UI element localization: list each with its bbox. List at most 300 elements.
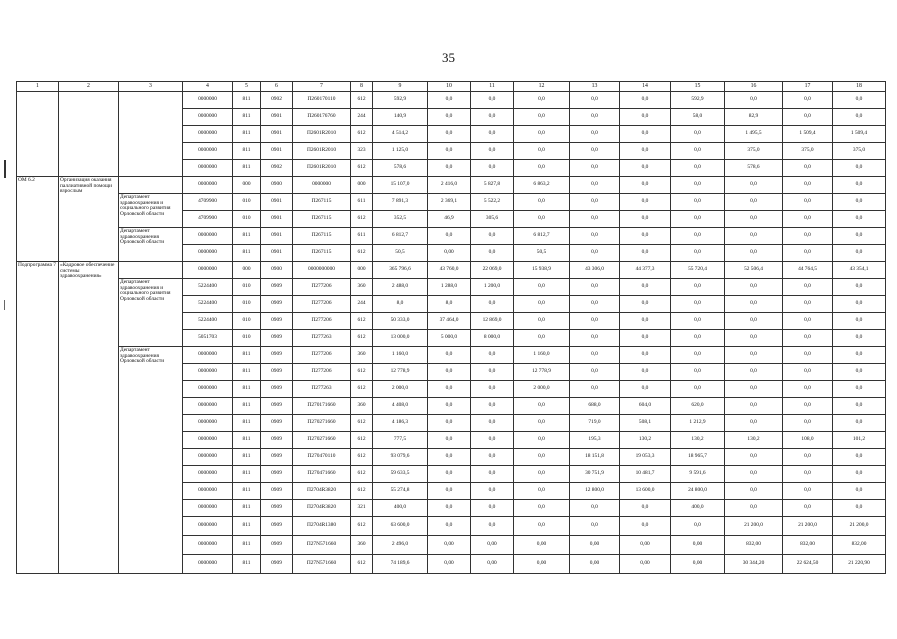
- value-cell: 0,0: [620, 177, 671, 194]
- value-cell: 0000000: [183, 466, 233, 483]
- value-cell: 0,0: [671, 126, 725, 143]
- value-cell: 0,0: [620, 109, 671, 126]
- value-cell: 5051703: [183, 330, 233, 347]
- value-cell: 0909: [261, 483, 293, 500]
- value-cell: 0,0: [514, 449, 570, 466]
- value-cell: П277263: [293, 330, 351, 347]
- column-number-cell: 18: [833, 82, 886, 92]
- value-cell: 832,00: [783, 536, 833, 555]
- value-cell: 0,0: [725, 398, 783, 415]
- value-cell: 0,0: [428, 483, 471, 500]
- value-cell: 0000000: [183, 143, 233, 160]
- value-cell: 0909: [261, 364, 293, 381]
- value-cell: 24 800,0: [671, 483, 725, 500]
- value-cell: 0,0: [514, 160, 570, 177]
- value-cell: 0,0: [471, 432, 514, 449]
- value-cell: 50,5: [514, 245, 570, 262]
- value-cell: 244: [351, 109, 373, 126]
- value-cell: 0000000: [183, 483, 233, 500]
- value-cell: 43 306,0: [570, 262, 620, 279]
- column-number-cell: 17: [783, 82, 833, 92]
- value-cell: 811: [233, 536, 261, 555]
- value-cell: 0909: [261, 517, 293, 536]
- value-cell: 0,0: [471, 245, 514, 262]
- value-cell: 0,0: [570, 143, 620, 160]
- value-cell: 0,00: [671, 536, 725, 555]
- column-number-cell: 15: [671, 82, 725, 92]
- value-cell: 0000000: [183, 177, 233, 194]
- value-cell: 5 000,0: [428, 330, 471, 347]
- value-cell: 0,00: [620, 536, 671, 555]
- value-cell: 375,0: [833, 143, 886, 160]
- value-cell: 0909: [261, 432, 293, 449]
- program-code-cell: Подпрограмма 7: [17, 262, 59, 574]
- value-cell: 0,0: [514, 92, 570, 109]
- value-cell: 578,6: [373, 160, 428, 177]
- value-cell: 0,0: [783, 211, 833, 228]
- value-cell: 63 600,0: [373, 517, 428, 536]
- value-cell: 0,0: [671, 245, 725, 262]
- value-cell: 12 778,9: [514, 364, 570, 381]
- value-cell: 0,0: [620, 364, 671, 381]
- value-cell: 0,0: [471, 398, 514, 415]
- value-cell: 0,0: [620, 500, 671, 517]
- table-row: [17, 347, 886, 364]
- value-cell: 0000000: [183, 245, 233, 262]
- value-cell: 612: [351, 211, 373, 228]
- table-body: [17, 82, 886, 574]
- value-cell: 305,6: [471, 211, 514, 228]
- column-number-cell: 12: [514, 82, 570, 92]
- value-cell: П260176760: [293, 109, 351, 126]
- value-cell: 0,0: [725, 381, 783, 398]
- value-cell: П277263: [293, 381, 351, 398]
- value-cell: 0,0: [671, 381, 725, 398]
- value-cell: 0000000: [183, 92, 233, 109]
- value-cell: 0000000: [293, 177, 351, 194]
- value-cell: 0000000: [183, 555, 233, 574]
- value-cell: 0,0: [725, 415, 783, 432]
- value-cell: 0000000: [183, 109, 233, 126]
- value-cell: 0,0: [428, 466, 471, 483]
- value-cell: 360: [351, 279, 373, 296]
- value-cell: 0901: [261, 245, 293, 262]
- value-cell: 0,0: [620, 194, 671, 211]
- value-cell: 0,0: [514, 194, 570, 211]
- value-cell: 811: [233, 432, 261, 449]
- value-cell: 0,0: [471, 109, 514, 126]
- department-cell: Департамент здравоохранения Орловской области: [119, 228, 183, 262]
- column-number-row: [17, 82, 886, 92]
- value-cell: 6 812,7: [514, 228, 570, 245]
- table-row: [17, 262, 886, 279]
- value-cell: 0,0: [783, 228, 833, 245]
- value-cell: 0,00: [471, 536, 514, 555]
- value-cell: 0,0: [783, 466, 833, 483]
- value-cell: 21 200,0: [725, 517, 783, 536]
- value-cell: 30 751,9: [570, 466, 620, 483]
- column-number-cell: 2: [59, 82, 119, 92]
- value-cell: 612: [351, 126, 373, 143]
- value-cell: 130,2: [725, 432, 783, 449]
- value-cell: 0,0: [514, 279, 570, 296]
- value-cell: 010: [233, 313, 261, 330]
- value-cell: 0,0: [783, 398, 833, 415]
- value-cell: П2704R3820: [293, 500, 351, 517]
- value-cell: 400,0: [671, 500, 725, 517]
- value-cell: 620,0: [671, 398, 725, 415]
- column-number-cell: 3: [119, 82, 183, 92]
- value-cell: 612: [351, 313, 373, 330]
- value-cell: 12 778,9: [373, 364, 428, 381]
- value-cell: 0909: [261, 449, 293, 466]
- value-cell: 0,0: [620, 143, 671, 160]
- value-cell: 811: [233, 449, 261, 466]
- department-cell: Департамент здравоохранения Орловской области: [119, 347, 183, 574]
- value-cell: 0,0: [570, 228, 620, 245]
- value-cell: 5224400: [183, 296, 233, 313]
- value-cell: 52 506,4: [725, 262, 783, 279]
- value-cell: 8 000,0: [471, 330, 514, 347]
- value-cell: 0901: [261, 228, 293, 245]
- budget-table: [16, 81, 886, 574]
- value-cell: 1 495,5: [725, 126, 783, 143]
- table-row: [17, 194, 886, 211]
- value-cell: 0,0: [620, 160, 671, 177]
- value-cell: 0,0: [671, 313, 725, 330]
- value-cell: 0902: [261, 160, 293, 177]
- value-cell: 811: [233, 143, 261, 160]
- value-cell: 0,0: [514, 517, 570, 536]
- value-cell: 13 000,0: [373, 330, 428, 347]
- value-cell: П260170110: [293, 92, 351, 109]
- value-cell: 21 200,0: [783, 517, 833, 536]
- value-cell: 46,9: [428, 211, 471, 228]
- value-cell: 0,0: [725, 245, 783, 262]
- value-cell: 21 220,90: [833, 555, 886, 574]
- value-cell: 1 160,0: [514, 347, 570, 364]
- value-cell: 0,0: [471, 517, 514, 536]
- table-row: [17, 279, 886, 296]
- value-cell: 811: [233, 109, 261, 126]
- value-cell: 0,0: [671, 211, 725, 228]
- value-cell: 612: [351, 160, 373, 177]
- value-cell: 0,0: [471, 347, 514, 364]
- value-cell: 0,0: [471, 466, 514, 483]
- value-cell: 0,00: [428, 536, 471, 555]
- value-cell: 0,0: [783, 279, 833, 296]
- program-name-cell: «Кадровое обеспечение системы здравоохранения»: [59, 262, 119, 574]
- value-cell: П27N571660: [293, 555, 351, 574]
- value-cell: 1 160,0: [373, 347, 428, 364]
- value-cell: 0,0: [833, 296, 886, 313]
- value-cell: 0,0: [570, 500, 620, 517]
- scan-mark: [4, 300, 5, 310]
- value-cell: 0,0: [833, 160, 886, 177]
- value-cell: 612: [351, 555, 373, 574]
- value-cell: 195,3: [570, 432, 620, 449]
- column-number-cell: 8: [351, 82, 373, 92]
- value-cell: 375,0: [725, 143, 783, 160]
- value-cell: 000: [233, 262, 261, 279]
- value-cell: 0,0: [428, 449, 471, 466]
- value-cell: 0,0: [620, 126, 671, 143]
- value-cell: 010: [233, 211, 261, 228]
- department-cell: [119, 177, 183, 194]
- value-cell: 0000000: [183, 432, 233, 449]
- value-cell: 0,00: [428, 245, 471, 262]
- value-cell: 55 720,4: [671, 262, 725, 279]
- value-cell: 0,0: [783, 313, 833, 330]
- value-cell: 0,0: [514, 296, 570, 313]
- value-cell: 0,0: [570, 211, 620, 228]
- value-cell: 0,0: [570, 92, 620, 109]
- value-cell: 2 496,0: [373, 536, 428, 555]
- value-cell: 30 344,20: [725, 555, 783, 574]
- value-cell: 000: [351, 262, 373, 279]
- value-cell: 0000000: [183, 398, 233, 415]
- column-number-cell: 7: [293, 82, 351, 92]
- value-cell: 010: [233, 194, 261, 211]
- value-cell: 0,0: [514, 126, 570, 143]
- value-cell: 4 408,0: [373, 398, 428, 415]
- value-cell: 811: [233, 483, 261, 500]
- value-cell: 0901: [261, 143, 293, 160]
- value-cell: 0,0: [570, 296, 620, 313]
- value-cell: 0909: [261, 398, 293, 415]
- value-cell: 0,0: [620, 228, 671, 245]
- department-cell: Департамент здравоохранения и социального развития Орловской области: [119, 194, 183, 228]
- department-cell: [119, 262, 183, 279]
- value-cell: 0,0: [671, 364, 725, 381]
- value-cell: 0,00: [471, 555, 514, 574]
- value-cell: 0,0: [428, 517, 471, 536]
- value-cell: 010: [233, 330, 261, 347]
- value-cell: 0000000: [183, 517, 233, 536]
- value-cell: 508,1: [620, 415, 671, 432]
- value-cell: 140,9: [373, 109, 428, 126]
- value-cell: 0,0: [725, 92, 783, 109]
- value-cell: 0,00: [514, 536, 570, 555]
- value-cell: 688,0: [570, 398, 620, 415]
- value-cell: 0,0: [428, 432, 471, 449]
- value-cell: 0,0: [620, 381, 671, 398]
- value-cell: 15 938,9: [514, 262, 570, 279]
- value-cell: 0,0: [833, 449, 886, 466]
- value-cell: 323: [351, 143, 373, 160]
- value-cell: 0,0: [471, 143, 514, 160]
- value-cell: 2 369,1: [428, 194, 471, 211]
- value-cell: 0909: [261, 347, 293, 364]
- value-cell: 6 863,2: [514, 177, 570, 194]
- value-cell: 4709900: [183, 194, 233, 211]
- value-cell: 8,0: [373, 296, 428, 313]
- value-cell: 8,0: [428, 296, 471, 313]
- value-cell: 0,0: [725, 313, 783, 330]
- value-cell: 0,0: [428, 92, 471, 109]
- value-cell: 375,0: [783, 143, 833, 160]
- value-cell: 0,0: [671, 143, 725, 160]
- value-cell: 0,0: [833, 466, 886, 483]
- value-cell: П277206: [293, 347, 351, 364]
- value-cell: 0,0: [471, 381, 514, 398]
- value-cell: 0,0: [570, 160, 620, 177]
- value-cell: 0,0: [833, 228, 886, 245]
- value-cell: 0,0: [514, 432, 570, 449]
- value-cell: 0000000: [183, 536, 233, 555]
- value-cell: 0,0: [671, 228, 725, 245]
- value-cell: 0,0: [620, 245, 671, 262]
- value-cell: 0,00: [570, 555, 620, 574]
- value-cell: 22 069,0: [471, 262, 514, 279]
- value-cell: 000: [233, 177, 261, 194]
- value-cell: 0,0: [471, 364, 514, 381]
- value-cell: 0,0: [783, 109, 833, 126]
- value-cell: 0,0: [570, 194, 620, 211]
- value-cell: П2601R2010: [293, 126, 351, 143]
- page-number: 35: [442, 50, 455, 65]
- value-cell: П2601R2010: [293, 160, 351, 177]
- value-cell: 6 812,7: [373, 228, 428, 245]
- value-cell: 0,0: [725, 177, 783, 194]
- value-cell: 22 624,50: [783, 555, 833, 574]
- value-cell: 0909: [261, 415, 293, 432]
- value-cell: 0,0: [833, 330, 886, 347]
- value-cell: П267115: [293, 194, 351, 211]
- value-cell: 811: [233, 245, 261, 262]
- value-cell: 0900: [261, 177, 293, 194]
- column-number-cell: 14: [620, 82, 671, 92]
- table-row: [17, 228, 886, 245]
- value-cell: 2 000,0: [514, 381, 570, 398]
- value-cell: 0909: [261, 536, 293, 555]
- value-cell: 365 796,6: [373, 262, 428, 279]
- value-cell: 0,0: [671, 330, 725, 347]
- value-cell: 612: [351, 92, 373, 109]
- value-cell: 360: [351, 398, 373, 415]
- value-cell: 59 633,5: [373, 466, 428, 483]
- value-cell: 5224400: [183, 279, 233, 296]
- value-cell: П270471660: [293, 466, 351, 483]
- value-cell: 811: [233, 555, 261, 574]
- column-number-cell: 5: [233, 82, 261, 92]
- value-cell: 0,0: [570, 126, 620, 143]
- value-cell: 130,2: [620, 432, 671, 449]
- value-cell: 5 827,8: [471, 177, 514, 194]
- value-cell: 0,0: [783, 92, 833, 109]
- value-cell: 811: [233, 160, 261, 177]
- value-cell: 604,0: [620, 398, 671, 415]
- value-cell: П267115: [293, 211, 351, 228]
- value-cell: П267115: [293, 228, 351, 245]
- value-cell: 0,0: [783, 347, 833, 364]
- column-number-cell: 16: [725, 82, 783, 92]
- value-cell: 832,00: [833, 536, 886, 555]
- value-cell: 811: [233, 92, 261, 109]
- value-cell: 1 125,0: [373, 143, 428, 160]
- value-cell: 0,0: [570, 330, 620, 347]
- column-number-cell: 13: [570, 82, 620, 92]
- value-cell: 0,0: [671, 296, 725, 313]
- value-cell: 0,0: [428, 500, 471, 517]
- value-cell: 0000000: [183, 126, 233, 143]
- value-cell: 0000000: [183, 364, 233, 381]
- value-cell: 0,0: [725, 228, 783, 245]
- value-cell: 0,0: [428, 381, 471, 398]
- value-cell: 0,0: [833, 279, 886, 296]
- value-cell: 0,00: [428, 555, 471, 574]
- value-cell: 0,0: [725, 364, 783, 381]
- value-cell: 55 274,8: [373, 483, 428, 500]
- value-cell: 0,0: [570, 381, 620, 398]
- value-cell: 611: [351, 194, 373, 211]
- value-cell: 12 800,0: [570, 483, 620, 500]
- value-cell: 0,0: [833, 211, 886, 228]
- column-number-cell: 10: [428, 82, 471, 92]
- value-cell: 0,0: [514, 415, 570, 432]
- value-cell: П277206: [293, 313, 351, 330]
- value-cell: 0,0: [514, 330, 570, 347]
- value-cell: 0,0: [471, 126, 514, 143]
- value-cell: 0909: [261, 500, 293, 517]
- value-cell: П277206: [293, 296, 351, 313]
- value-cell: 0,0: [471, 483, 514, 500]
- table-row: [17, 92, 886, 109]
- value-cell: 0,0: [514, 500, 570, 517]
- value-cell: П2601R2010: [293, 143, 351, 160]
- value-cell: 0,0: [783, 500, 833, 517]
- value-cell: 0,0: [514, 466, 570, 483]
- value-cell: 0,0: [428, 143, 471, 160]
- value-cell: 0000000: [183, 415, 233, 432]
- program-code-cell: [17, 92, 59, 177]
- value-cell: П270470110: [293, 449, 351, 466]
- value-cell: П270271660: [293, 432, 351, 449]
- value-cell: 0,0: [783, 245, 833, 262]
- value-cell: 0,0: [783, 483, 833, 500]
- value-cell: 0,0: [783, 449, 833, 466]
- value-cell: 44 377,3: [620, 262, 671, 279]
- value-cell: 18 965,7: [671, 449, 725, 466]
- scan-mark: [4, 160, 6, 178]
- value-cell: 0,0: [671, 279, 725, 296]
- value-cell: 0000000: [183, 262, 233, 279]
- value-cell: 0,0: [514, 398, 570, 415]
- value-cell: 612: [351, 415, 373, 432]
- value-cell: П270271660: [293, 415, 351, 432]
- value-cell: 2 000,0: [373, 381, 428, 398]
- value-cell: 0,0: [833, 194, 886, 211]
- value-cell: 0,0: [833, 381, 886, 398]
- value-cell: 0909: [261, 466, 293, 483]
- value-cell: 0,0: [570, 177, 620, 194]
- value-cell: 0,0: [620, 347, 671, 364]
- department-cell: [119, 92, 183, 177]
- value-cell: П267115: [293, 245, 351, 262]
- value-cell: 7 891,3: [373, 194, 428, 211]
- value-cell: 010: [233, 296, 261, 313]
- value-cell: 811: [233, 415, 261, 432]
- value-cell: 0,0: [620, 517, 671, 536]
- value-cell: 101,2: [833, 432, 886, 449]
- value-cell: 0,0: [570, 313, 620, 330]
- value-cell: 400,0: [373, 500, 428, 517]
- value-cell: 18 151,8: [570, 449, 620, 466]
- value-cell: 0,0: [833, 415, 886, 432]
- value-cell: 74 189,6: [373, 555, 428, 574]
- value-cell: 0,0: [514, 109, 570, 126]
- value-cell: 0,0: [471, 160, 514, 177]
